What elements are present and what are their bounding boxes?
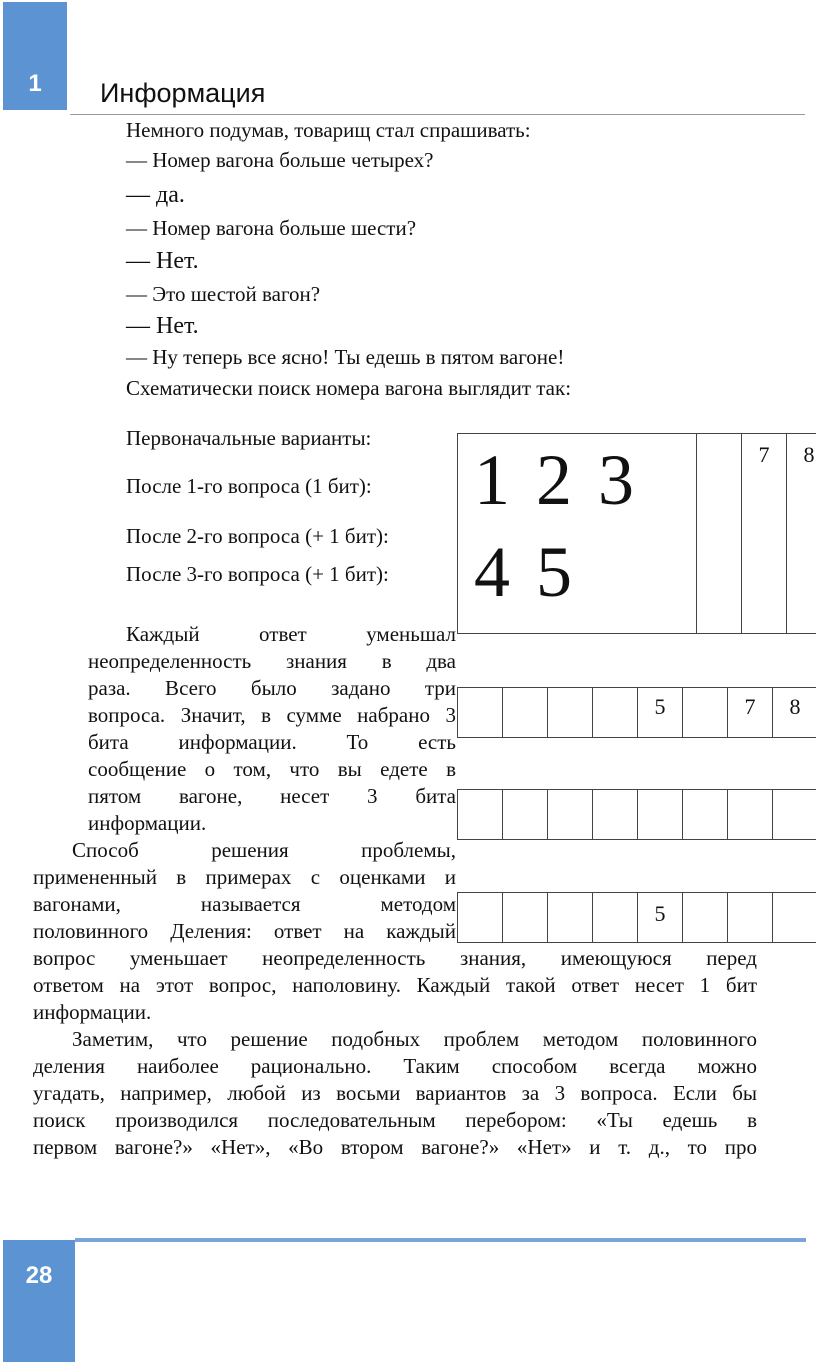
car-cell [728, 790, 773, 840]
car-cell [697, 434, 742, 634]
cars-1-3: 1 2 3 [474, 440, 638, 520]
car-cell [503, 688, 548, 738]
text-line: — Ну теперь все ясно! Ты едешь в пятом вагоне! [126, 345, 565, 369]
car-cell [773, 790, 816, 840]
paragraph-line: неопределенность знания в два [88, 649, 456, 673]
car-cell: 5 [638, 688, 683, 738]
paragraph-line: половинного Деления: ответ на каждый [33, 919, 456, 943]
car-cell: 7 [728, 688, 773, 738]
paragraph-line: Заметим, что решение подобных проблем методом половинного [72, 1027, 757, 1051]
chapter-number: 1 [28, 70, 42, 97]
paragraph-line: Способ решения проблемы, [72, 838, 456, 862]
scheme-row-q1 [457, 687, 816, 738]
car-cell: 8 [787, 434, 816, 634]
car-cell [548, 790, 593, 840]
page-title: Информация [100, 78, 266, 108]
paragraph-line: вопрос уменьшает неопределенность знания, имеющуюся перед [33, 946, 757, 970]
paragraph-line: сообщение о том, что вы едете в [88, 757, 456, 781]
car-cell [728, 893, 773, 943]
text-line: — Нет. [126, 313, 199, 339]
paragraph-line: информации. [88, 811, 207, 835]
paragraph-line: поиск производился последовательным перебором: «Ты едешь в [33, 1108, 757, 1132]
paragraph-line: раза. Всего было задано три [88, 676, 456, 700]
car-cell [773, 893, 816, 943]
car-cell [458, 688, 503, 738]
car-cell-merged [458, 434, 697, 634]
car-cell [458, 790, 503, 840]
paragraph-line: примененный в примерах с оценками и [33, 865, 456, 889]
scheme-row-q3 [457, 892, 816, 943]
text-line: Немного подумав, товарищ стал спрашивать: [126, 118, 531, 142]
car-cell [593, 790, 638, 840]
page-number-tab [3, 1240, 75, 1362]
text-line: — Номер вагона больше шести? [126, 216, 417, 240]
paragraph-line: вопроса. Значит, в сумме набрано 3 [88, 703, 456, 727]
text-line: — да. [126, 182, 185, 208]
car-cell: 7 [742, 434, 787, 634]
scheme-label: После 3-го вопроса (+ 1 бит): [126, 562, 389, 586]
car-cell [458, 893, 503, 943]
text-line: — Это шестой вагон? [126, 282, 321, 306]
scheme-row-q2 [457, 789, 816, 840]
footer-divider [75, 1238, 806, 1242]
car-cell [548, 688, 593, 738]
paragraph-line: пятом вагоне, несет 3 бита [88, 784, 456, 808]
paragraph-line: Каждый ответ уменьшал [126, 622, 456, 646]
cars-4-5: 4 5 [474, 532, 576, 612]
paragraph-line: первом вагоне?» «Нет», «Во втором вагоне?» «Нет» и т. д., то про [33, 1135, 757, 1159]
paragraph-line: вагонами, называется методом [33, 892, 456, 916]
car-cell [503, 790, 548, 840]
car-cell [593, 688, 638, 738]
car-cell [593, 893, 638, 943]
text-line: Схематически поиск номера вагона выглядит так: [126, 376, 572, 400]
paragraph-line: информации. [33, 1000, 152, 1024]
scheme-label: Первоначальные варианты: [126, 426, 372, 450]
car-cell: 5 [638, 893, 683, 943]
car-cell [548, 893, 593, 943]
text-line: — Нет. [126, 248, 199, 274]
car-cell [683, 790, 728, 840]
car-cell: 8 [773, 688, 816, 738]
paragraph-line: бита информации. То есть [88, 730, 456, 754]
car-cell [683, 688, 728, 738]
paragraph-line: ответом на этот вопрос, наполовину. Каждый такой ответ несет 1 бит [33, 973, 757, 997]
paragraph-line: деления наиболее рационально. Таким способом всегда можно [33, 1054, 757, 1078]
scheme-label: После 1-го вопроса (1 бит): [126, 474, 372, 498]
car-cell [503, 893, 548, 943]
scheme-row-initial [457, 433, 816, 634]
page-number: 28 [25, 1262, 53, 1289]
text-line: — Номер вагона больше четырех? [126, 148, 434, 172]
car-cell [683, 893, 728, 943]
scheme-label: После 2-го вопроса (+ 1 бит): [126, 524, 389, 548]
paragraph-line: угадать, например, любой из восьми вариантов за 3 вопроса. Если бы [33, 1081, 757, 1105]
car-cell [638, 790, 683, 840]
